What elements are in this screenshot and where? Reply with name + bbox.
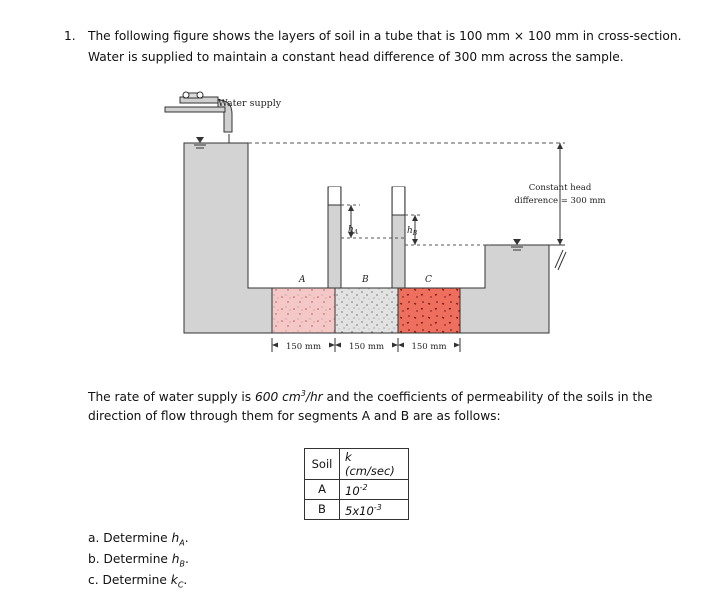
dimension-c: 150 mm: [411, 342, 447, 352]
row-b-k: $5x10^{-3}$: [340, 499, 409, 519]
outlet-arrow-icon: [555, 250, 566, 270]
row-a-soil: A: [305, 480, 340, 500]
row-b-soil: B: [305, 499, 340, 519]
question-text-line2: Water is supplied to maintain a constant head difference of 300 mm across the sample.: [88, 50, 624, 64]
head-label-line1: Constant head: [528, 183, 592, 193]
head-label-line2: difference = 300 mm: [514, 196, 606, 206]
table-row: [305, 499, 409, 519]
header-soil: Soil: [305, 449, 340, 480]
table-header-row: [305, 449, 409, 480]
task-a: a. Determine $h_A$.: [88, 531, 189, 548]
permeability-table: [304, 448, 409, 520]
hb-label: $h_B$: [407, 226, 418, 237]
task-c: c. Determine $k_C$.: [88, 573, 188, 590]
dimension-b: 150 mm: [348, 342, 385, 352]
paragraph-line1: The rate of water supply is 600 $cm^3/hr$ and the coefficients of permeability of the soils in the: [88, 389, 653, 405]
row-a-k: $10^{-2}$: [340, 480, 409, 500]
soil-segment-c: [398, 288, 460, 333]
water-supply-label: Water supply: [218, 98, 282, 109]
table-row: [305, 480, 409, 500]
soil-segment-a: [272, 288, 335, 333]
paragraph-line2: direction of flow through them for segments A and B are as follows:: [88, 409, 501, 423]
task-b: b. Determine $h_B$.: [88, 552, 189, 569]
soil-label-b: B: [362, 275, 369, 285]
soil-tube-figure: [160, 90, 630, 370]
question-text-line1: The following figure shows the layers of soil in a tube that is 100 mm × 100 mm in cross-section.: [88, 29, 682, 43]
head-difference-dimension: [549, 143, 565, 245]
outlet-tank: [460, 245, 549, 333]
soil-label-a: A: [299, 275, 306, 285]
tank-body: [184, 143, 272, 333]
ha-label: $h_A$: [348, 225, 359, 236]
soil-segment-b: [335, 288, 398, 333]
header-k: k (cm/sec): [340, 449, 409, 480]
rate-value: 600 $cm^3/hr$: [255, 389, 323, 405]
soil-label-c: C: [425, 275, 432, 285]
dimension-a: 150 mm: [285, 342, 322, 352]
question-number: 1.: [64, 29, 76, 43]
